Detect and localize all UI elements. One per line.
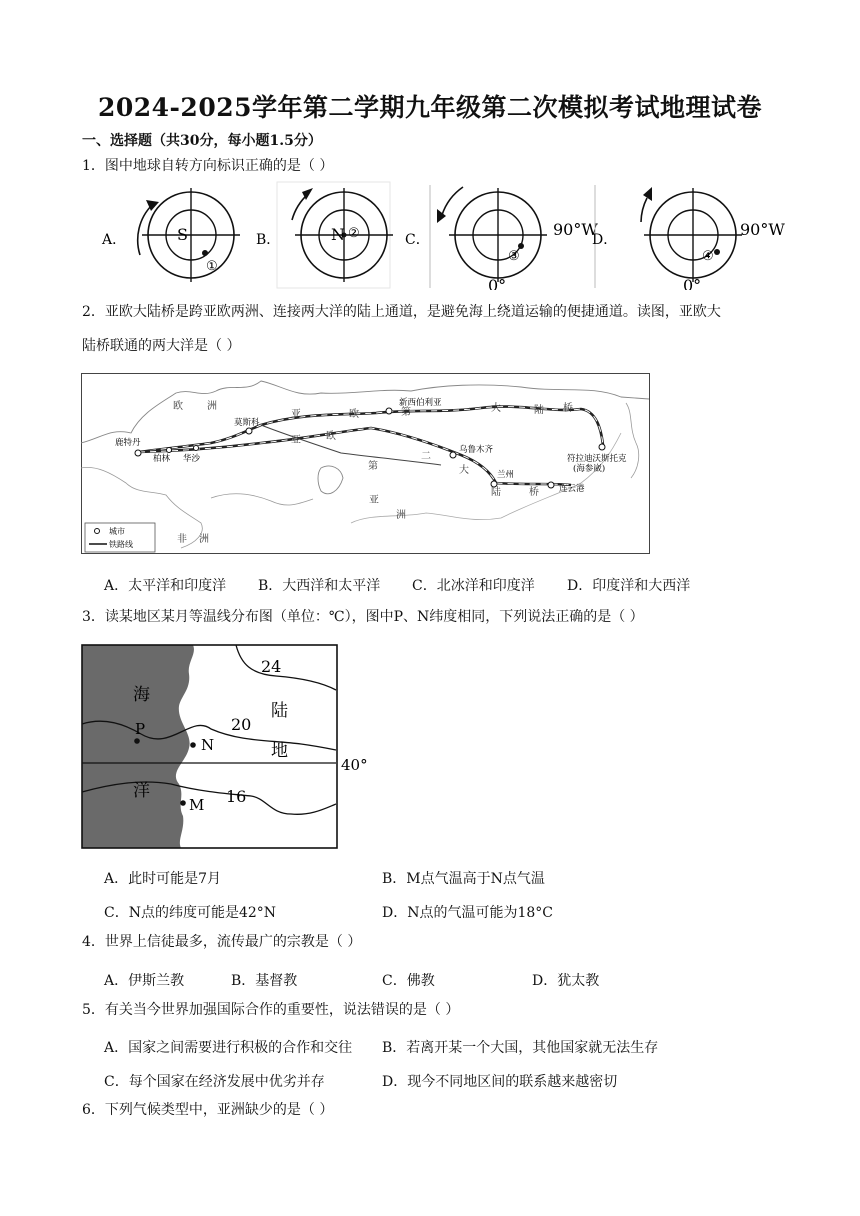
question-2-stem-line1: 2．亚欧大陆桥是跨亚欧两洲、连接两大洋的陆上通道，是避免海上绕道运输的便捷通道。读图，亚欧大 xyxy=(82,304,721,320)
isotherm-map xyxy=(81,644,381,850)
isotherm-24 xyxy=(236,645,336,690)
question-4-stem: 4．世界上信徒最多，流传最广的宗教是（ ） xyxy=(82,934,362,950)
bridge2-char-5: 大 xyxy=(459,465,469,476)
q1-arrow-d xyxy=(643,187,652,201)
q4-option-d[interactable]: D．犹太教 xyxy=(532,973,600,989)
bridge2-char-4: 二 xyxy=(421,451,431,462)
iso-label-20: 20 xyxy=(231,715,252,734)
label-africa-1: 非 xyxy=(177,534,187,545)
q1-globe-c xyxy=(437,187,547,282)
question-5-stem: 5．有关当今世界加强国际合作的重要性，说法错误的是（ ） xyxy=(82,1002,460,1018)
q1-lon-w-c: 90°W xyxy=(553,220,598,239)
eurasian-land-bridge-map xyxy=(81,373,651,555)
q2-option-c[interactable]: C．北冰洋和印度洋 xyxy=(412,578,535,594)
exam-title: 2024-2025学年第二学期九年级第二次模拟考试地理试卷 xyxy=(97,93,763,122)
latitude-label: 40° xyxy=(341,756,368,774)
label-land-1: 陆 xyxy=(271,701,288,721)
city-vladivostok: 符拉迪沃斯托克 xyxy=(567,454,627,464)
q1-mark-2: ② xyxy=(348,226,360,241)
bridge1-char-1: 亚 xyxy=(291,409,301,420)
q3-option-d[interactable]: D．N点的气温可能为18°C xyxy=(382,905,554,921)
q4-option-a[interactable]: A．伊斯兰教 xyxy=(104,973,185,989)
q1-label-c: C． xyxy=(405,232,430,248)
city-urumqi: 乌鲁木齐 xyxy=(459,445,494,455)
q1-lon-0-d: 0° xyxy=(683,276,702,290)
label-africa-2: 洲 xyxy=(199,534,209,545)
q5-option-b[interactable]: B．若离开某一个大国，其他国家就无法生存 xyxy=(382,1040,659,1056)
legend-rail-label: 铁路线 xyxy=(109,540,133,549)
q1-globe-d xyxy=(641,187,742,282)
point-m: M xyxy=(189,796,205,814)
q5-option-c[interactable]: C．每个国家在经济发展中优劣并存 xyxy=(104,1074,325,1090)
bridge1-char-2: 欧 xyxy=(349,409,359,420)
bridge1-char-6: 陆 xyxy=(534,405,544,416)
question-1-stem: 1．图中地球自转方向标识正确的是（ ） xyxy=(82,158,334,174)
q1-mark-1: ① xyxy=(206,259,218,274)
q1-label-b: B． xyxy=(256,232,281,248)
bridge1-char-7: 桥 xyxy=(563,403,573,414)
q2-option-d[interactable]: D．印度洋和大西洋 xyxy=(567,578,691,594)
city-lianyungang: 连云港 xyxy=(559,484,585,494)
city-lanzhou: 兰州 xyxy=(497,470,515,480)
city-berlin: 柏林 xyxy=(153,454,171,464)
point-n: N xyxy=(201,736,215,754)
point-p: P xyxy=(135,720,146,738)
q1-lon-w-d: 90°W xyxy=(740,220,785,239)
ocean-area xyxy=(82,645,194,848)
q1-mark-3: ③ xyxy=(508,249,520,264)
iso-label-24: 24 xyxy=(261,657,282,676)
bridge2-char-2: 欧 xyxy=(326,431,336,442)
map-legend xyxy=(85,523,155,552)
city-rotterdam: 鹿特丹 xyxy=(115,438,141,448)
question-2-stem-line2: 陆桥联通的两大洋是（ ） xyxy=(82,338,241,354)
city-warsaw: 华沙 xyxy=(183,454,201,464)
q1-pole-n: N xyxy=(331,225,345,244)
iso-label-16: 16 xyxy=(226,787,247,806)
question-6-stem: 6．下列气候类型中，亚洲缺少的是（ ） xyxy=(82,1102,334,1118)
label-asia-2: 洲 xyxy=(396,510,406,521)
bridge1-char-5: 大 xyxy=(491,403,501,414)
q1-globe-a xyxy=(138,188,240,282)
bridge1-char-4: 一 xyxy=(461,405,471,416)
q1-label-a: A． xyxy=(102,232,127,248)
legend-city-label: 城市 xyxy=(109,527,125,536)
q1-label-d: D． xyxy=(592,232,618,248)
q1-figure xyxy=(80,180,800,290)
label-asia-1: 亚 xyxy=(369,495,379,506)
bridge2-char-1: 亚 xyxy=(291,435,301,446)
bridge2-char-7: 桥 xyxy=(529,487,539,498)
q2-option-b[interactable]: B．大西洋和太平洋 xyxy=(258,578,381,594)
q2-option-a[interactable]: A．太平洋和印度洋 xyxy=(104,578,227,594)
label-sea: 海 xyxy=(133,685,150,705)
bridge2-char-3: 第 xyxy=(368,461,378,472)
q1-mark-4: ④ xyxy=(702,249,714,264)
q5-option-a[interactable]: A．国家之间需要进行积极的合作和交往 xyxy=(104,1040,353,1056)
q1-pole-s: S xyxy=(177,225,188,244)
city-novosibirsk: 新西伯利亚 xyxy=(399,398,442,408)
q4-option-c[interactable]: C．佛教 xyxy=(382,973,435,989)
city-moscow: 莫斯科 xyxy=(234,418,260,428)
section-heading: 一、选择题（共30分，每小题1.5分） xyxy=(82,133,322,149)
q3-option-c[interactable]: C．N点的纬度可能是42°N xyxy=(104,905,277,921)
q4-option-b[interactable]: B．基督教 xyxy=(231,973,298,989)
city-vladivostok-alt: (海参崴) xyxy=(573,464,606,474)
question-3-stem: 3．读某地区某月等温线分布图（单位：℃），图中P、N纬度相同，下列说法正确的是（ ） xyxy=(82,609,644,625)
q3-option-b[interactable]: B．M点气温高于N点气温 xyxy=(382,871,545,887)
label-land-2: 地 xyxy=(271,741,288,761)
q1-lon-0-c: 0° xyxy=(488,276,507,290)
label-europe-1: 欧 xyxy=(173,401,183,412)
q3-option-a[interactable]: A．此时可能是7月 xyxy=(104,871,222,887)
label-europe-2: 洲 xyxy=(207,401,217,412)
q1-arrow-c xyxy=(437,209,446,223)
bridge2-char-6: 陆 xyxy=(491,487,501,498)
label-ocean: 洋 xyxy=(133,781,150,801)
q5-option-d[interactable]: D．现今不同地区间的联系越来越密切 xyxy=(382,1074,618,1090)
bridge1-char-3: 第 xyxy=(401,407,411,418)
